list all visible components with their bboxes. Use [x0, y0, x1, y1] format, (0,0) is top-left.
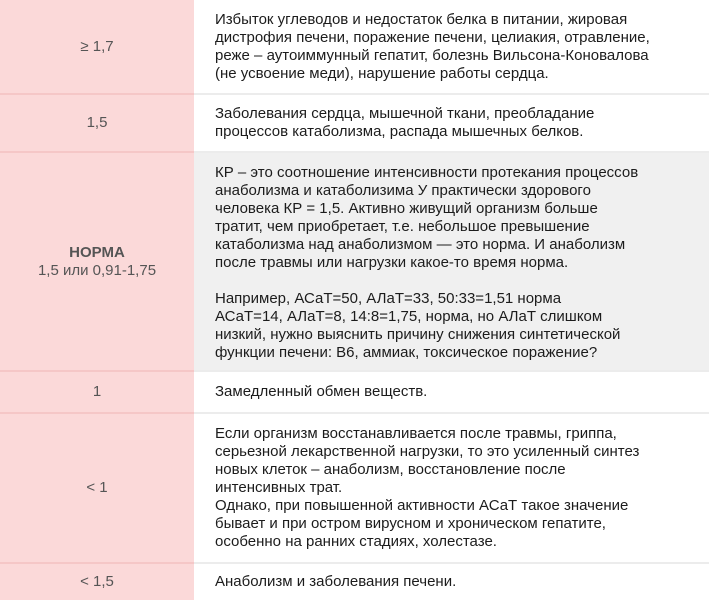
table-row [0, 372, 709, 412]
ratio-value: ≥ 1,7 [0, 0, 194, 93]
ratio-value: 1 [0, 372, 194, 412]
table-row [0, 414, 709, 562]
ratio-value-norm [0, 153, 194, 370]
ratio-description: Заболевания сердца, мышечной ткани, преобладание процессов катаболизма, распада мышечных белков. [194, 95, 709, 151]
table-row [0, 153, 709, 370]
ratio-description: Анаболизм и заболевания печени. [194, 564, 709, 600]
ratio-description: Избыток углеводов и недостаток белка в питании, жировая дистрофия печени, поражение печени, целиакия, отравление, реже – аутоиммунный гепатит, болезнь Вильсона-Коновалова (не усвоение меди), нарушение работы сердца. [194, 0, 709, 93]
ratio-description: Если организм восстанавливается после травмы, гриппа, серьезной лекарственной нагрузки, то это усиленный синтез новых клеток – анаболизм, восстановление после интенсивных трат. Однако, при повышенной активности АСаТ такое значение бывает и при остром вирусном и хроническом гепатите, особенно на ранних стадиях, холестазе. [194, 414, 709, 562]
ratio-value: < 1 [0, 414, 194, 562]
ratio-value: 1,5 [0, 95, 194, 151]
table-row [0, 0, 709, 93]
table-row [0, 95, 709, 151]
ratio-description: КР – это соотношение интенсивности протекания процессов анаболизма и катаболизима У практически здорового человека КР = 1,5. Активно живущий организм больше тратит, чем приобретает, т.е. небольшое превышение катаболизма над анаболизмом — это норма. И анаболизм после травмы или нагрузки какое-то время норма. Например, АСаТ=50, АЛаТ=33, 50:33=1,51 норма АСаТ=14, АЛаТ=8, 14:8=1,75, норма, но АЛаТ слишком низкий, нужно выяснить причину снижения синтетической функции печени: В6, аммиак, токсическое поражение? [194, 153, 709, 370]
ratio-description: Замедленный обмен веществ. [194, 372, 709, 412]
ratio-value: < 1,5 [0, 564, 194, 600]
norm-title: НОРМА [69, 243, 125, 261]
ratio-value: 1,5 или 0,91-1,75 [37, 261, 157, 279]
table-row [0, 564, 709, 600]
